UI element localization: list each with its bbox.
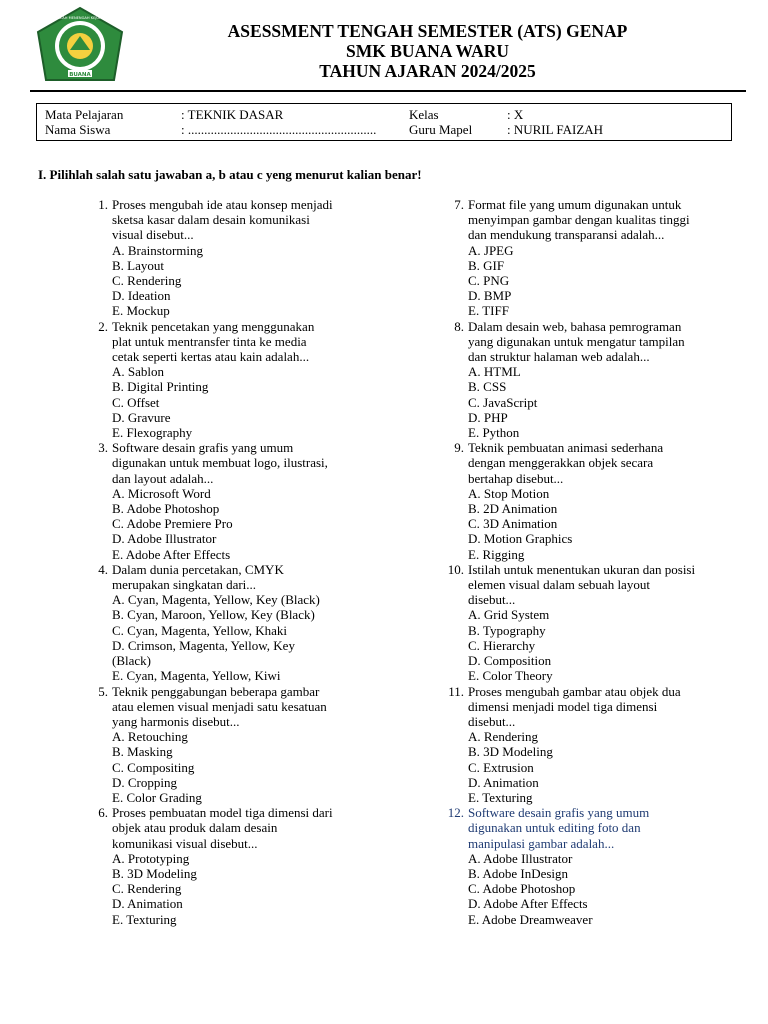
answer-option: A. HTML: [468, 364, 521, 380]
answer-option: E. Adobe After Effects: [112, 546, 231, 562]
question-item: [88, 805, 388, 927]
question-number: 7.: [454, 197, 464, 212]
svg-text:SEKOLAH MENENGAH KEJURUAN: SEKOLAH MENENGAH KEJURUAN: [50, 16, 110, 20]
answer-option: B. Typography: [468, 622, 546, 638]
answer-option: C. PNG: [468, 273, 510, 289]
answer-option: B. Masking: [112, 744, 173, 760]
guru-label: Guru Mapel: [409, 122, 473, 137]
answer-option: E. Color Grading: [112, 789, 202, 805]
answer-option: B. Layout: [112, 257, 164, 273]
answer-option: A. JPEG: [468, 242, 514, 258]
answer-option: E. Rigging: [468, 546, 525, 562]
nama-label: Nama Siswa: [45, 122, 111, 137]
answer-option: A. Microsoft Word: [112, 485, 211, 501]
answer-option: D. Animation: [468, 774, 539, 790]
question-number: 8.: [454, 318, 464, 334]
answer-option: D. PHP: [468, 409, 508, 425]
answer-option: C. JavaScript: [468, 394, 538, 410]
answer-option: A. Prototyping: [112, 850, 190, 866]
answer-option: E. Python: [468, 425, 520, 441]
answer-option: A. Sablon: [112, 364, 164, 380]
question-stem: Format file yang umum digunakan untuk menyimpan gambar dengan kualitas tinggi dan mendukung transparansi adalah...: [468, 197, 690, 243]
answer-option: A. Cyan, Magenta, Yellow, Key (Black): [112, 592, 320, 608]
answer-option: E. Adobe Dreamweaver: [468, 911, 593, 927]
answer-option: D. Motion Graphics: [468, 531, 573, 547]
answer-option: C. Offset: [112, 394, 160, 410]
question-number: 4.: [98, 561, 108, 577]
question-item: [88, 684, 388, 806]
answer-option: B. 3D Modeling: [468, 744, 553, 760]
questions-left-column: [88, 197, 388, 927]
question-item: [444, 440, 744, 562]
question-number: 5.: [98, 683, 108, 699]
question-number: 10.: [447, 561, 464, 577]
question-stem: Proses pembuatan model tiga dimensi dari objek atau produk dalam desain komunikasi visual disebut...: [112, 805, 333, 851]
answer-option: A. Retouching: [112, 729, 188, 745]
answer-option: E. Flexography: [112, 425, 193, 441]
answer-option: C. Rendering: [112, 881, 182, 897]
answer-option: C. Adobe Premiere Pro: [112, 516, 233, 532]
answer-option: A. Grid System: [468, 607, 550, 623]
question-stem: Software desain grafis yang umum digunakan untuk editing foto dan manipulasi gambar adalah...: [468, 805, 650, 851]
question-number: 1.: [98, 197, 108, 212]
answer-option: C. 3D Animation: [468, 516, 558, 532]
answer-option: A. Adobe Illustrator: [468, 850, 573, 866]
mapel-label: Mata Pelajaran: [45, 107, 124, 122]
svg-text:BUANA: BUANA: [69, 72, 91, 78]
answer-option: D. Crimson, Magenta, Yellow, Key (Black): [112, 637, 295, 669]
answer-option: C. Compositing: [112, 759, 195, 775]
question-item: [88, 319, 388, 441]
question-number: 2.: [98, 318, 108, 334]
question-item: [444, 319, 744, 441]
title-line-3: TAHUN AJARAN 2024/2025: [319, 61, 536, 81]
question-stem: Proses mengubah gambar atau objek dua dimensi menjadi model tiga dimensi disebut...: [468, 683, 681, 729]
answer-option: B. Digital Printing: [112, 379, 209, 395]
question-number: 12.: [447, 805, 464, 821]
answer-option: B. Adobe Photoshop: [112, 501, 220, 517]
answer-option: C. Adobe Photoshop: [468, 881, 576, 897]
answer-option: D. Adobe Illustrator: [112, 531, 217, 547]
answer-option: B. CSS: [468, 379, 507, 395]
guru-value: : NURIL FAIZAH: [507, 122, 604, 137]
question-stem: Teknik pembuatan animasi sederhana dengan menggerakkan objek secara bertahap disebut...: [468, 440, 664, 486]
question-item: [88, 197, 388, 319]
school-logo: [34, 6, 126, 86]
question-item: [88, 562, 388, 684]
question-item: [444, 197, 744, 319]
title-line-1: ASESSMENT TENGAH SEMESTER (ATS) GENAP: [227, 21, 628, 41]
answer-option: C. Hierarchy: [468, 637, 536, 653]
answer-option: E. Color Theory: [468, 668, 553, 684]
answer-option: E. Mockup: [112, 303, 170, 319]
question-number: 6.: [98, 805, 108, 821]
answer-option: E. Texturing: [468, 789, 533, 805]
answer-option: D. Adobe After Effects: [468, 896, 588, 912]
question-stem: Dalam desain web, bahasa pemrograman yang digunakan untuk mengatur tampilan dan struktur halaman web adalah...: [468, 318, 685, 365]
question-number: 11.: [448, 683, 464, 699]
answer-option: D. BMP: [468, 288, 512, 304]
answer-option: E. Cyan, Magenta, Yellow, Kiwi: [112, 668, 281, 684]
answer-option: A. Rendering: [468, 729, 539, 745]
answer-option: A. Brainstorming: [112, 242, 203, 258]
answer-option: B. GIF: [468, 257, 505, 273]
answer-option: D. Gravure: [112, 409, 171, 425]
mapel-value: : TEKNIK DASAR: [181, 107, 284, 122]
question-stem: Software desain grafis yang umum digunakan untuk membuat logo, ilustrasi, dan layout adalah...: [112, 440, 328, 486]
question-stem: Proses mengubah ide atau konsep menjadi sketsa kasar dalam desain komunikasi visual disebut...: [112, 197, 333, 243]
title-line-2: SMK BUANA WARU: [345, 41, 510, 61]
question-item: [444, 684, 744, 806]
answer-option: C. Cyan, Magenta, Yellow, Khaki: [112, 622, 288, 638]
header-divider: [30, 90, 746, 92]
question-item: [444, 805, 744, 927]
answer-option: B. Cyan, Maroon, Yellow, Key (Black): [112, 607, 315, 623]
question-item: [88, 440, 388, 562]
question-stem: Dalam dunia percetakan, CMYK merupakan singkatan dari...: [112, 561, 284, 593]
questions-right-column: [444, 197, 744, 927]
kelas-value: : X: [507, 107, 524, 122]
answer-option: A. Stop Motion: [468, 485, 550, 501]
question-stem: Teknik penggabungan beberapa gambar atau elemen visual menjadi satu kesatuan yang harmonis disebut...: [112, 683, 327, 729]
answer-option: B. 2D Animation: [468, 501, 558, 517]
answer-option: C. Rendering: [112, 273, 182, 289]
question-number: 3.: [98, 440, 108, 456]
question-stem: Istilah untuk menentukan ukuran dan posisi elemen visual dalam sebuah layout disebut...: [468, 561, 696, 608]
answer-option: B. Adobe InDesign: [468, 865, 569, 881]
answer-option: E. Texturing: [112, 911, 177, 927]
question-number: 9.: [454, 440, 464, 456]
answer-option: D. Cropping: [112, 774, 177, 790]
answer-option: B. 3D Modeling: [112, 865, 197, 881]
kelas-label: Kelas: [409, 107, 439, 122]
answer-option: D. Ideation: [112, 288, 171, 304]
question-item: [444, 562, 744, 684]
answer-option: E. TIFF: [468, 303, 509, 319]
answer-option: C. Extrusion: [468, 759, 534, 775]
student-info-box: [36, 103, 732, 141]
question-stem: Teknik pencetakan yang menggunakan plat untuk mentransfer tinta ke media cetak seperti kertas atau kain adalah...: [112, 318, 315, 365]
nama-value: : ..........................................................: [181, 122, 377, 137]
answer-option: D. Animation: [112, 896, 183, 912]
instruction: I. Pilihlah salah satu jawaban a, b atau c yeng menurut kalian benar!: [38, 167, 422, 182]
answer-option: D. Composition: [468, 653, 552, 669]
